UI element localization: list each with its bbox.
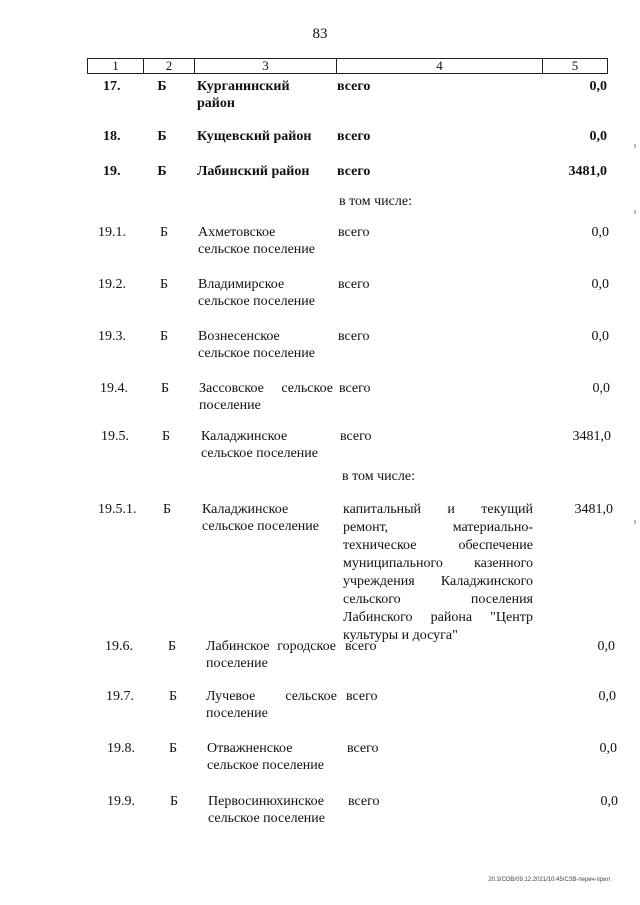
row-number: 19.1. bbox=[98, 225, 126, 240]
row-type: всего bbox=[339, 381, 371, 396]
row-number: 19.5.1. bbox=[98, 502, 137, 517]
row-category: Б bbox=[159, 277, 169, 292]
row-number: 19.4. bbox=[100, 381, 128, 396]
row-name: Владимирское сельское поселение bbox=[198, 277, 315, 309]
row-category: Б bbox=[162, 502, 172, 517]
row-type: капитальный и текущий ремонт, материально-техническое обеспечение муниципального казенного учреждения Каладжинского сельского поселения Лабинского района "Центр культуры и досуга" bbox=[343, 502, 533, 643]
row-name: Курганинский район bbox=[197, 79, 290, 111]
header-col-5: 5 bbox=[571, 58, 579, 73]
row-category: Б bbox=[157, 79, 167, 94]
row-name: Вознесенское сельское поселение bbox=[198, 329, 315, 361]
row-number: 19.8. bbox=[107, 741, 135, 756]
row-type: всего bbox=[338, 329, 370, 344]
row-value: 0,0 bbox=[600, 794, 618, 809]
row-name: Первосинюхинское сельское поселение bbox=[208, 794, 325, 826]
row-value: 0,0 bbox=[591, 329, 609, 344]
row-name: Лабинский район bbox=[197, 164, 310, 179]
row-type: всего bbox=[337, 129, 371, 144]
row-number: 19.2. bbox=[98, 277, 126, 292]
scan-mark bbox=[634, 144, 636, 148]
header-col-3: 3 bbox=[262, 58, 269, 73]
row-name: Каладжинское сельское поселение bbox=[202, 502, 319, 534]
scan-mark bbox=[634, 520, 636, 524]
row-name: Каладжинское сельское поселение bbox=[201, 429, 318, 461]
row-category: Б bbox=[161, 429, 171, 444]
scan-mark bbox=[634, 210, 636, 214]
row-value: 0,0 bbox=[599, 741, 617, 756]
row-value: 0,0 bbox=[589, 129, 607, 144]
row-category: Б bbox=[157, 164, 167, 179]
footer-reference: 20.3/СОВ/09.12.2021/10:45/СЗВ-переч-прил bbox=[488, 877, 610, 883]
row-value: 0,0 bbox=[589, 79, 607, 94]
row-value: 0,0 bbox=[591, 277, 609, 292]
row-type: всего bbox=[337, 79, 371, 94]
row-number: 19. bbox=[103, 164, 121, 179]
row-category: Б bbox=[159, 329, 169, 344]
row-category: Б bbox=[159, 225, 169, 240]
row-type: всего bbox=[338, 277, 370, 292]
row-name: Лабинское городское поселение bbox=[206, 639, 336, 671]
subheading: в том числе: bbox=[339, 194, 412, 209]
row-category: Б bbox=[167, 639, 177, 654]
row-category: Б bbox=[169, 794, 179, 809]
row-name: Лучевое сельское поселение bbox=[206, 689, 337, 721]
row-number: 19.9. bbox=[107, 794, 135, 809]
header-col-4: 4 bbox=[436, 58, 443, 73]
row-type: всего bbox=[337, 164, 371, 179]
row-value: 0,0 bbox=[597, 639, 615, 654]
row-number: 18. bbox=[103, 129, 121, 144]
row-name: Зассовское сельское поселение bbox=[199, 381, 333, 413]
row-category: Б bbox=[168, 689, 178, 704]
subheading: в том числе: bbox=[342, 469, 415, 484]
row-name: Ахметовское сельское поселение bbox=[198, 225, 315, 257]
row-number: 19.6. bbox=[105, 639, 133, 654]
row-category: Б bbox=[168, 741, 178, 756]
row-value: 3481,0 bbox=[572, 429, 611, 444]
header-col-2: 2 bbox=[165, 58, 173, 73]
row-number: 19.7. bbox=[106, 689, 134, 704]
row-type: всего bbox=[346, 689, 378, 704]
row-category: Б bbox=[157, 129, 167, 144]
row-type: всего bbox=[338, 225, 370, 240]
page-number: 83 bbox=[312, 26, 328, 42]
table-header bbox=[87, 58, 608, 74]
row-type: всего bbox=[340, 429, 372, 444]
row-value: 3481,0 bbox=[574, 502, 613, 517]
row-number: 17. bbox=[103, 79, 121, 94]
row-type: всего bbox=[345, 639, 377, 654]
row-type: всего bbox=[347, 741, 379, 756]
row-name: Отважненское сельское поселение bbox=[207, 741, 324, 773]
row-value: 3481,0 bbox=[568, 164, 607, 179]
header-col-1: 1 bbox=[112, 58, 119, 73]
row-number: 19.3. bbox=[98, 329, 126, 344]
row-value: 0,0 bbox=[591, 225, 609, 240]
row-name: Кущевский район bbox=[197, 129, 312, 144]
row-value: 0,0 bbox=[592, 381, 610, 396]
row-number: 19.5. bbox=[101, 429, 129, 444]
row-type: всего bbox=[348, 794, 380, 809]
row-category: Б bbox=[160, 381, 170, 396]
row-value: 0,0 bbox=[598, 689, 616, 704]
